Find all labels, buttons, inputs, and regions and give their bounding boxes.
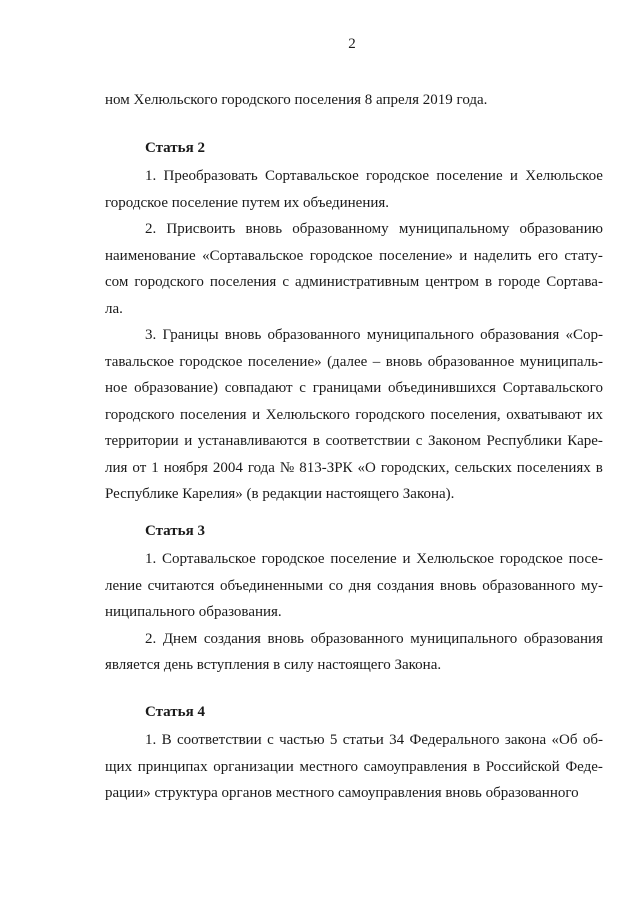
text-line: территории и устанавливаются в соответствии с Законом Республики Каре- — [105, 433, 603, 449]
text-line: Республике Карелия» (в редакции настоящего Закона). — [105, 486, 455, 502]
text-line: ление считаются объединенными со дня создания вновь образованного му- — [105, 577, 603, 594]
text-line: рации» структура органов местного самоуправления вновь образованного — [105, 785, 579, 801]
text-line: ном Хелюльского городского поселения 8 апреля 2019 года. — [105, 92, 488, 108]
text-line: 2. Присвоить вновь образованному муниципальному образованию — [145, 221, 603, 237]
text-line: тавальское городское поселение» (далее – вновь образованное муниципаль- — [105, 353, 603, 370]
text-line: ное образование) совпадают с границами объединившихся Сортавальского — [105, 380, 603, 396]
text-line: 1. Преобразовать Сортавальское городское поселение и Хелюльское — [145, 168, 603, 184]
text-line: наименование «Сортавальское городское поселение» и наделить его стату- — [105, 247, 603, 264]
text-line: сом городского поселения с административным центром в городе Сортава- — [105, 274, 603, 290]
text-line: 1. В соответствии с частью 5 статьи 34 Федерального закона «Об об- — [145, 732, 603, 748]
article-heading: Статья 4 — [145, 704, 205, 720]
text-line: 3. Границы вновь образованного муниципального образования «Сор- — [145, 327, 603, 343]
article-heading: Статья 3 — [145, 523, 205, 539]
text-line: лия от 1 ноября 2004 года № 813-ЗРК «О городских, сельских поселениях в — [105, 459, 603, 476]
text-line: 2. Днем создания вновь образованного муниципального образования — [145, 630, 603, 647]
text-line: 1. Сортавальское городское поселение и Хелюльское городское посе- — [145, 551, 603, 567]
text-line: щих принципах организации местного самоуправления в Российской Феде- — [105, 758, 603, 775]
text-line: городское поселение путем их объединения. — [105, 194, 390, 211]
page-number: 2 — [348, 36, 356, 52]
text-line: является день вступления в силу настоящего Закона. — [105, 657, 442, 673]
text-line: городского поселения и Хелюльского городского поселения, охватывают их — [105, 406, 603, 423]
text-line: ла. — [105, 300, 123, 317]
article-heading: Статья 2 — [145, 140, 205, 156]
text-line: ниципального образования. — [105, 604, 282, 620]
